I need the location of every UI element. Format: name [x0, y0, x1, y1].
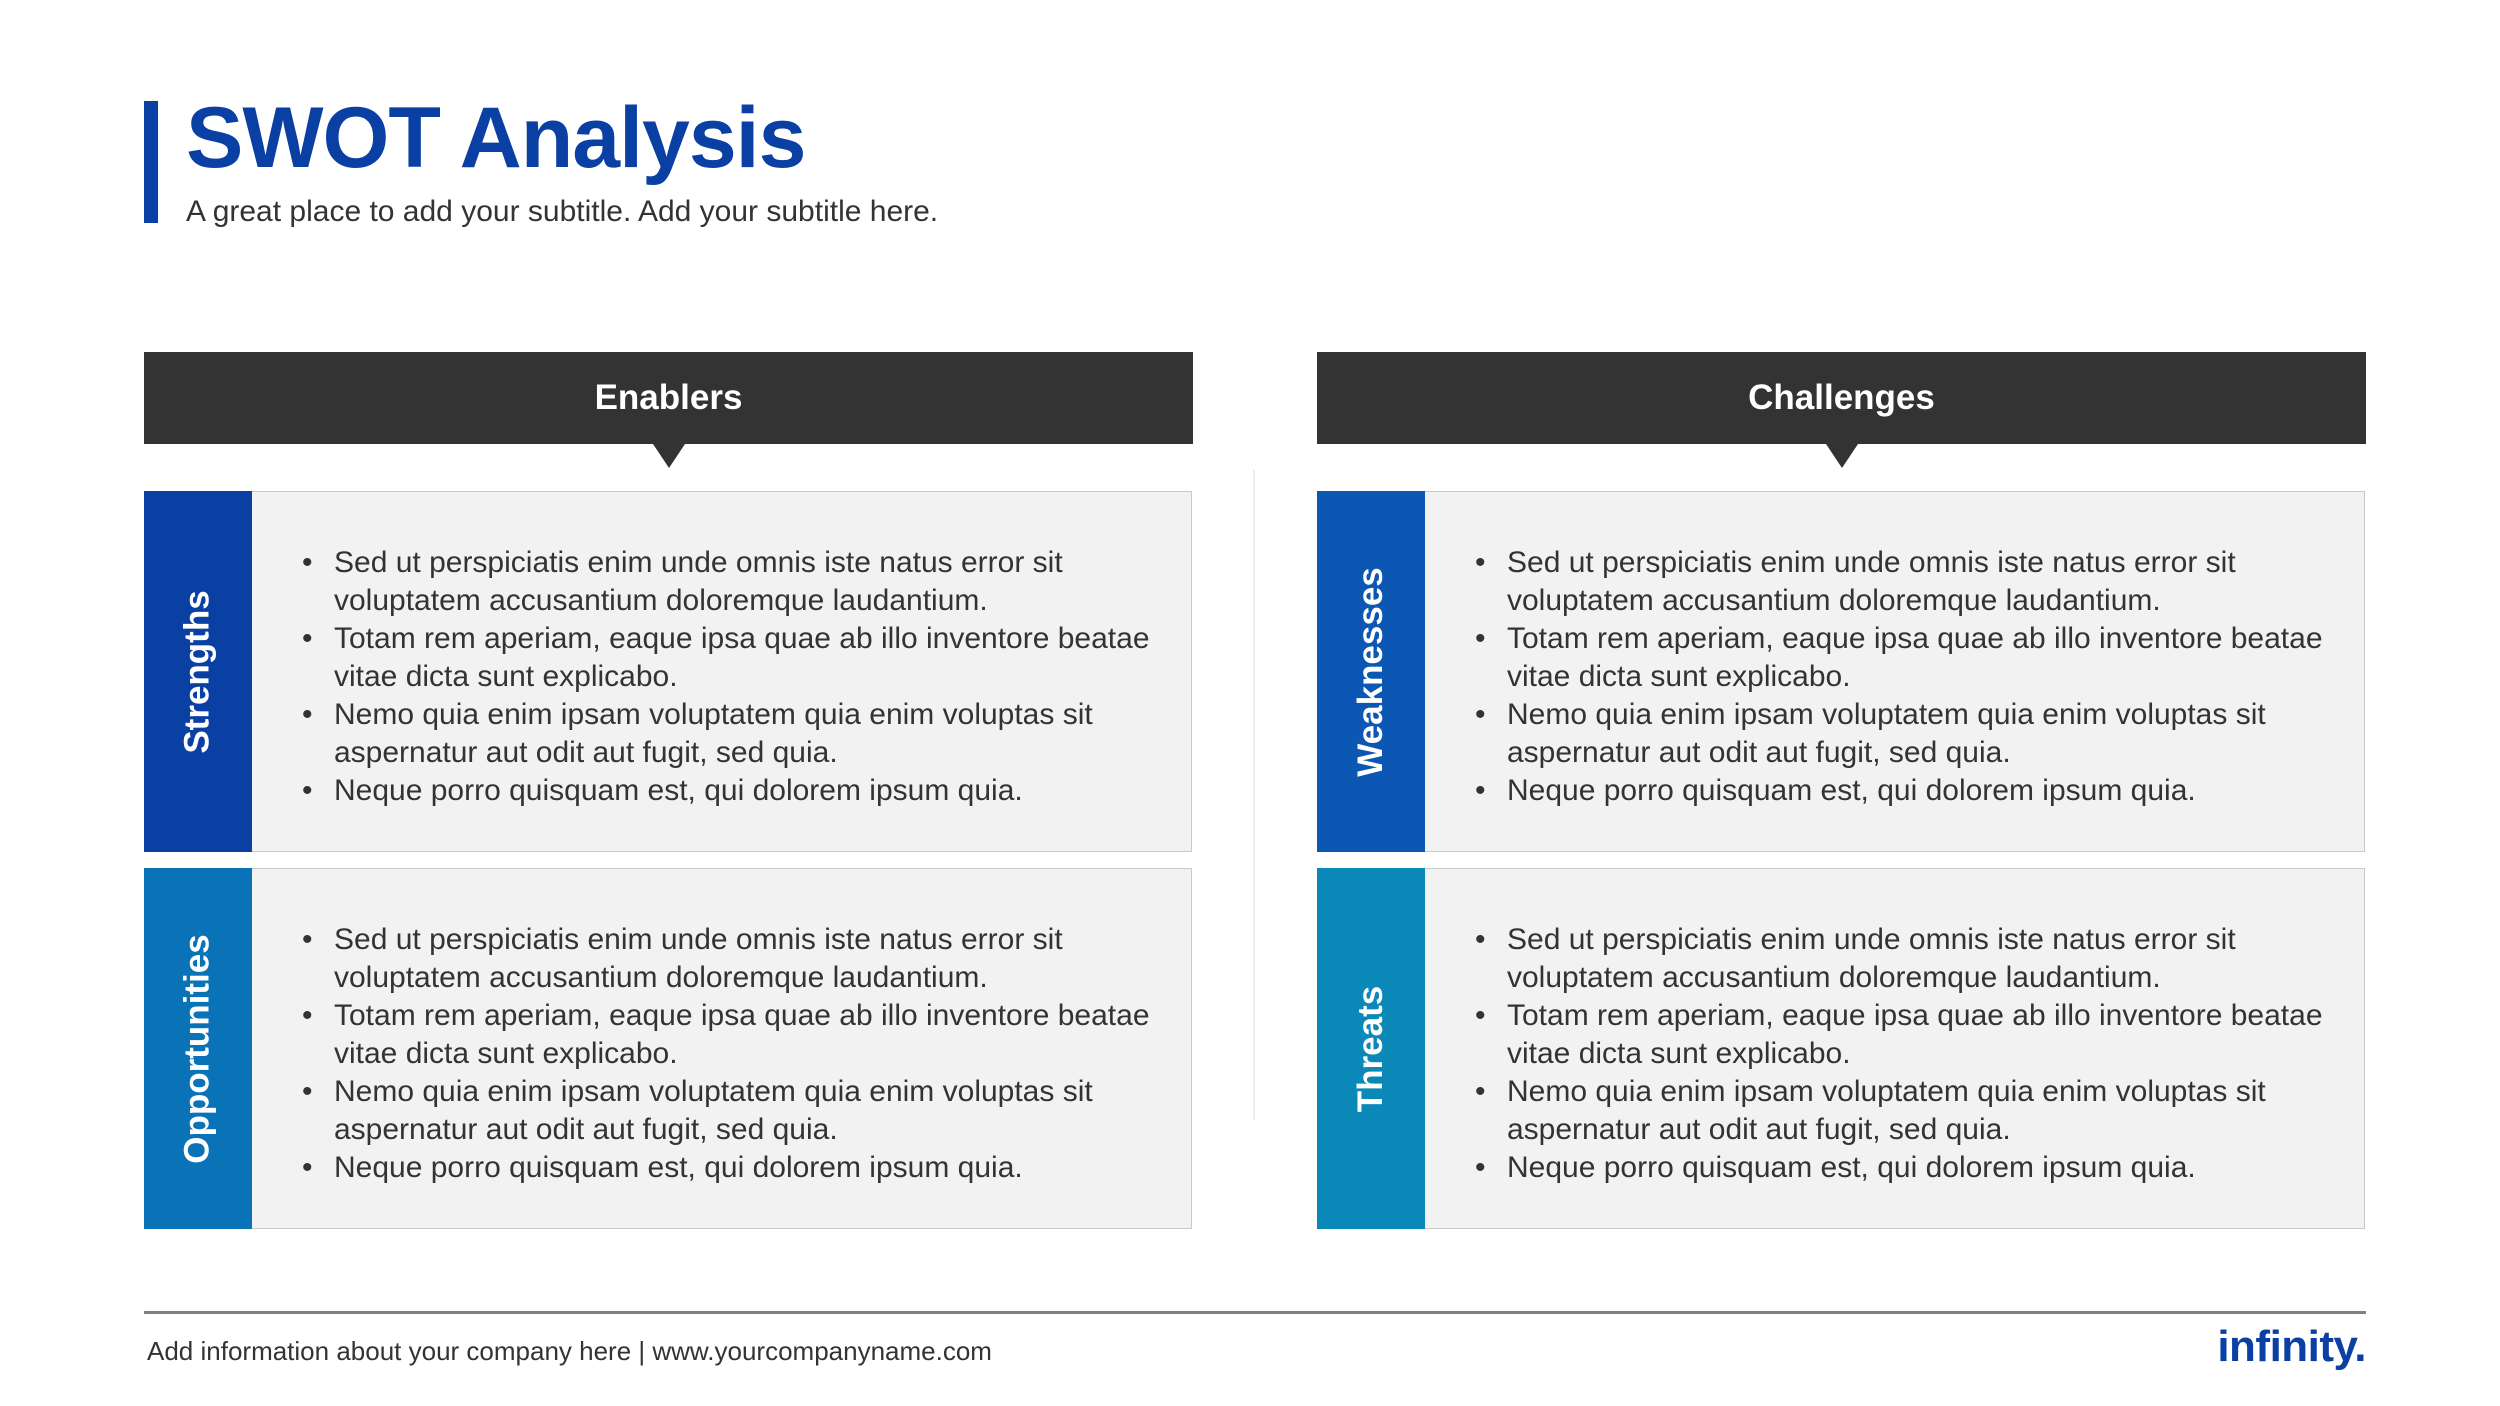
page-subtitle: A great place to add your subtitle. Add your subtitle here. [186, 195, 939, 228]
quadrant-body [1425, 491, 2365, 852]
bullet-list [302, 544, 1162, 810]
quadrant-threats [1317, 868, 2366, 1229]
column-header-challenges [1317, 352, 2366, 444]
title-accent-bar [144, 101, 158, 223]
quadrant-label-text: Weaknesses [1351, 566, 1391, 777]
quadrant-label-text: Strengths [178, 589, 218, 754]
bullet-list [1475, 921, 2335, 1187]
list-item: • Sed ut perspiciatis enim unde omnis iste natus error sit voluptatem accusantium doloremque laudantium. [1475, 921, 2335, 997]
list-item: • Nemo quia enim ipsam voluptatem quia enim voluptas sit aspernatur aut odit aut fugit, sed quia. [302, 696, 1162, 772]
column-divider [1253, 470, 1255, 1120]
pointer-arrow-icon [1826, 444, 1858, 468]
list-item: • Neque porro quisquam est, qui dolorem ipsum quia. [1475, 772, 2335, 810]
quadrant-label-threats [1317, 868, 1425, 1229]
list-item: • Totam rem aperiam, eaque ipsa quae ab illo inventore beatae vitae dicta sunt explicabo. [302, 620, 1162, 696]
list-item: • Totam rem aperiam, eaque ipsa quae ab illo inventore beatae vitae dicta sunt explicabo. [1475, 620, 2335, 696]
page-title: SWOT Analysis [186, 90, 806, 186]
list-item: • Sed ut perspiciatis enim unde omnis iste natus error sit voluptatem accusantium doloremque laudantium. [1475, 544, 2335, 620]
list-item: • Nemo quia enim ipsam voluptatem quia enim voluptas sit aspernatur aut odit aut fugit, sed quia. [1475, 1073, 2335, 1149]
quadrant-opportunities [144, 868, 1193, 1229]
list-item: • Sed ut perspiciatis enim unde omnis iste natus error sit voluptatem accusantium doloremque laudantium. [302, 544, 1162, 620]
quadrant-body [1425, 868, 2365, 1229]
quadrant-weaknesses [1317, 491, 2366, 852]
column-header-label: Challenges [1748, 378, 1935, 417]
quadrant-label-opportunities [144, 868, 252, 1229]
quadrant-label-weaknesses [1317, 491, 1425, 852]
bullet-list [1475, 544, 2335, 810]
quadrant-label-text: Opportunities [178, 933, 217, 1164]
list-item: • Nemo quia enim ipsam voluptatem quia enim voluptas sit aspernatur aut odit aut fugit, sed quia. [1475, 696, 2335, 772]
quadrant-label-text: Threats [1351, 985, 1390, 1112]
list-item: • Totam rem aperiam, eaque ipsa quae ab illo inventore beatae vitae dicta sunt explicabo. [302, 997, 1162, 1073]
pointer-arrow-icon [653, 444, 685, 468]
list-item: • Neque porro quisquam est, qui dolorem ipsum quia. [302, 772, 1162, 810]
bullet-list [302, 921, 1162, 1187]
quadrant-body [252, 868, 1192, 1229]
list-item: • Sed ut perspiciatis enim unde omnis iste natus error sit voluptatem accusantium doloremque laudantium. [302, 921, 1162, 997]
quadrant-strengths [144, 491, 1193, 852]
list-item: • Neque porro quisquam est, qui dolorem ipsum quia. [302, 1149, 1162, 1187]
list-item: • Nemo quia enim ipsam voluptatem quia enim voluptas sit aspernatur aut odit aut fugit, sed quia. [302, 1073, 1162, 1149]
company-logo: infinity. [2217, 1322, 2366, 1371]
list-item: • Neque porro quisquam est, qui dolorem ipsum quia. [1475, 1149, 2335, 1187]
list-item: • Totam rem aperiam, eaque ipsa quae ab illo inventore beatae vitae dicta sunt explicabo. [1475, 997, 2335, 1073]
footer-divider [144, 1311, 2366, 1314]
quadrant-label-strengths [144, 491, 252, 852]
column-header-enablers [144, 352, 1193, 444]
quadrant-body [252, 491, 1192, 852]
column-header-label: Enablers [594, 378, 743, 417]
footer-info: Add information about your company here | www.yourcompanyname.com [147, 1336, 992, 1366]
